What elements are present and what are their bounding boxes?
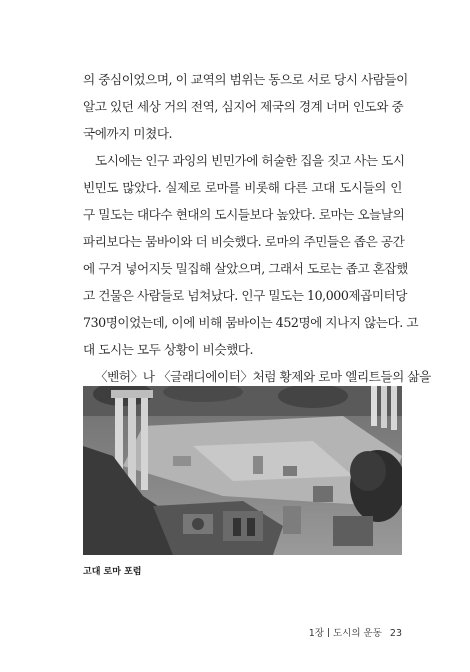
roman-forum-photo — [83, 386, 402, 555]
body-line: 고 건물은 사람들로 넘쳐났다. 인구 밀도는 10,000제곱미터당 — [83, 288, 407, 303]
body-line: 의 중심이었으며, 이 교역의 범위는 동으로 서로 당시 사람들이 — [83, 72, 408, 87]
footer-divider — [328, 628, 329, 637]
body-line: 대 도시는 모두 상황이 비슷했다. — [83, 342, 254, 357]
photo-caption: 고대 로마 포럼 — [83, 567, 142, 577]
body-line: 에 구겨 넣어지듯 밀집해 살았으며, 그래서 도로는 좁고 혼잡했 — [83, 261, 408, 276]
body-line: 파리보다는 뭄바이와 더 비슷했다. 로마의 주민들은 좁은 공간 — [83, 234, 405, 249]
body-line: 도시에는 인구 과잉의 빈민가에 허술한 집을 짓고 사는 도시 — [95, 153, 405, 168]
body-line: 국에까지 미쳤다. — [83, 126, 173, 141]
body-line: 구 밀도는 대다수 현대의 도시들보다 높았다. 로마는 오늘날의 — [83, 207, 405, 222]
body-text — [83, 66, 431, 390]
body-line: 〈벤허〉나 〈글래디에이터〉처럼 황제와 로마 엘리트들의 삶을 — [95, 369, 431, 384]
page-footer — [309, 625, 402, 639]
body-line: 730명이었는데, 이에 비해 뭄바이는 452명에 지나지 않는다. 고 — [83, 315, 419, 330]
page-number: 23 — [389, 628, 402, 639]
section-title: 도시의 운동 — [333, 628, 382, 639]
body-line: 빈민도 많았다. 실제로 로마를 비롯해 다른 고대 도시들의 인 — [83, 180, 402, 195]
body-line: 알고 있던 세상 거의 전역, 심지어 제국의 경계 너머 인도와 중 — [83, 99, 404, 114]
chapter-label: 1장 — [308, 628, 324, 639]
